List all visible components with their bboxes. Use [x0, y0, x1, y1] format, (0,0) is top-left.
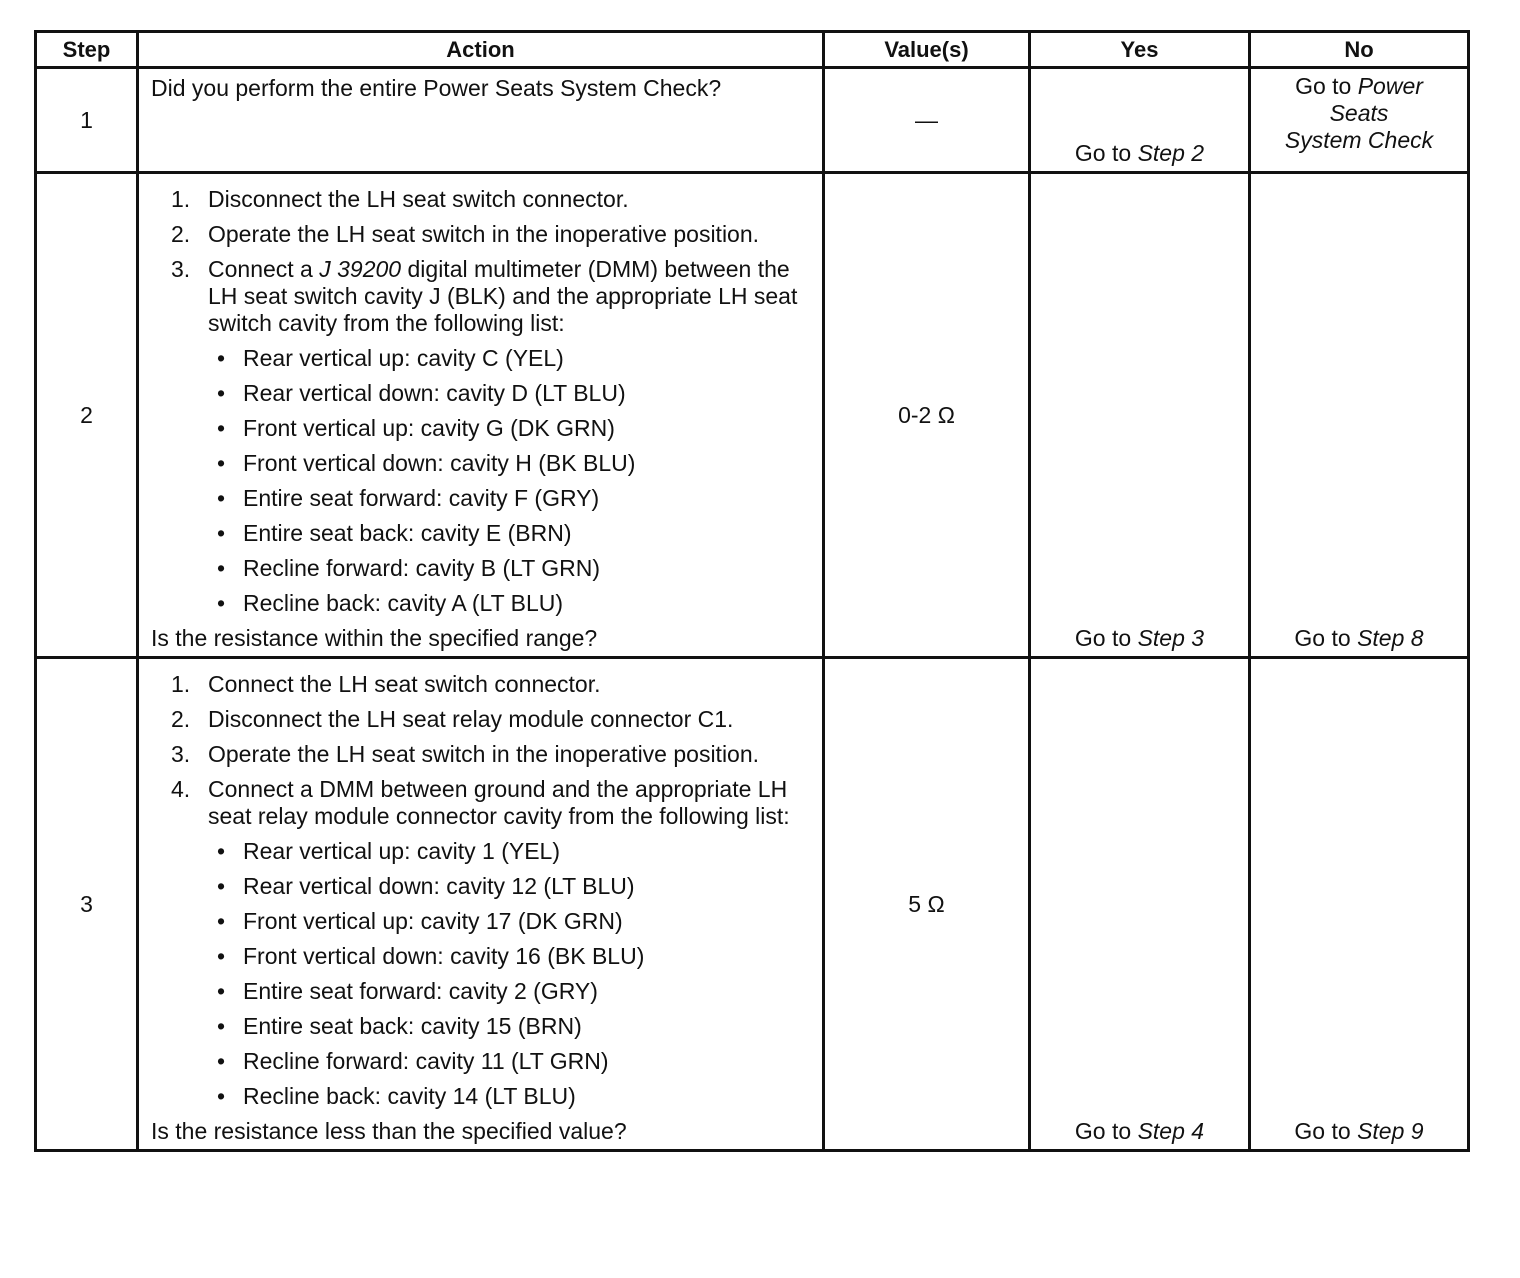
list-item: 2. Disconnect the LH seat relay module connector C1. [171, 706, 734, 732]
list-item: 1. Disconnect the LH seat switch connector. [171, 186, 629, 212]
yes-prefix: Go to [1074, 1118, 1138, 1144]
bullet-item: • Front vertical up: cavity G (DK GRN) [151, 415, 810, 442]
bullet-item: • Rear vertical up: cavity 1 (YEL) [151, 838, 810, 865]
no-link[interactable]: Power [1357, 73, 1423, 99]
table-row [36, 658, 1469, 1151]
tool-name: J 39200 [319, 256, 402, 282]
no-cell [1250, 173, 1469, 658]
diagnostic-table [34, 30, 1470, 1152]
bullet-item: • Rear vertical down: cavity D (LT BLU) [151, 380, 810, 407]
bullet-item: • Rear vertical down: cavity 12 (LT BLU) [151, 873, 810, 900]
question-text: Is the resistance less than the specified value? [151, 1118, 627, 1144]
table-row [36, 173, 1469, 658]
value-cell: 5 Ω [824, 658, 1030, 1151]
bullet-list [208, 838, 810, 1110]
value-cell: — [824, 68, 1030, 173]
yes-prefix: Go to [1074, 625, 1138, 651]
bullet-item: • Front vertical down: cavity 16 (BK BLU) [151, 943, 810, 970]
bullet-item: • Recline forward: cavity B (LT GRN) [151, 555, 810, 582]
bullet-item: • Entire seat back: cavity E (BRN) [151, 520, 810, 547]
header-no: No [1250, 32, 1469, 68]
header-yes: Yes [1030, 32, 1250, 68]
bullet-item: • Recline back: cavity A (LT BLU) [151, 590, 810, 617]
header-values: Value(s) [824, 32, 1030, 68]
bullet-item: • Recline forward: cavity 11 (LT GRN) [151, 1048, 810, 1075]
action-list [151, 186, 810, 617]
no-prefix: Go to [1295, 73, 1358, 99]
yes-prefix: Go to [1074, 140, 1138, 166]
list-item: 2. Operate the LH seat switch in the inoperative position. [171, 221, 760, 247]
yes-cell [1030, 658, 1250, 1151]
bullet-item: • Recline back: cavity 14 (LT BLU) [151, 1083, 810, 1110]
header-action: Action [138, 32, 824, 68]
no-prefix: Go to [1294, 1118, 1358, 1144]
bullet-item: • Rear vertical up: cavity C (YEL) [151, 345, 810, 372]
header-row [36, 32, 1469, 68]
no-link[interactable]: System Check [1284, 127, 1434, 153]
list-item: 4. Connect a DMM between ground and the appropriate LH seat relay module connector cavity from the following list: • Rear vertical up: cavity 1 (YEL) • Rear vertical down: cavity 12 (LT BLU) • Front vertical up: cavity 17 (DK GRN) • Front vertical down: cavity 16 (BK BLU) • Entire seat forward: cavity 2 (GRY) • Entire seat back: cavity 15 (BRN) • Recline forward: cavity 11 (LT GRN) • Recline back: cavity 14 (LT BLU) [151, 776, 810, 1110]
step-number: 3 [36, 658, 138, 1151]
no-cell [1250, 68, 1469, 173]
action-list [151, 671, 810, 1110]
action-cell [138, 658, 824, 1151]
step-number: 2 [36, 173, 138, 658]
no-link[interactable]: Step 9 [1357, 1118, 1424, 1144]
header-step: Step [36, 32, 138, 68]
question-text: Is the resistance within the specified range? [151, 625, 598, 651]
no-cell [1250, 658, 1469, 1151]
bullet-list [208, 345, 810, 617]
value-cell: 0-2 Ω [824, 173, 1030, 658]
bullet-item: • Entire seat forward: cavity 2 (GRY) [151, 978, 810, 1005]
yes-link[interactable]: Step 2 [1137, 140, 1205, 166]
list-item: 3. Connect a J 39200 digital multimeter (DMM) between the LH seat switch cavity J (BLK) and the appropriate LH seat switch cavity from the following list: • Rear vertical up: cavity C (YEL) • Rear vertical down: cavity D (LT BLU) • Front vertical up: cavity G (DK GRN) • Front vertical down: cavity H (BK BLU) • Entire seat forward: cavity F (GRY) • Entire seat back: cavity E (BRN) • Recline forward: cavity B (LT GRN) • Recline back: cavity A (LT BLU) [151, 256, 810, 617]
no-link[interactable]: Seats [1329, 100, 1389, 126]
yes-link[interactable]: Step 4 [1137, 1118, 1205, 1144]
no-prefix: Go to [1294, 625, 1358, 651]
question-text: Did you perform the entire Power Seats System Check? [151, 75, 722, 101]
bullet-item: • Front vertical up: cavity 17 (DK GRN) [151, 908, 810, 935]
step-number: 1 [36, 68, 138, 173]
no-link[interactable]: Step 8 [1357, 625, 1424, 651]
yes-cell [1030, 173, 1250, 658]
bullet-item: • Entire seat back: cavity 15 (BRN) [151, 1013, 810, 1040]
action-cell [138, 68, 824, 173]
list-item: 1. Connect the LH seat switch connector. [171, 671, 601, 697]
bullet-item: • Entire seat forward: cavity F (GRY) [151, 485, 810, 512]
list-item: 3. Operate the LH seat switch in the inoperative position. [171, 741, 760, 767]
yes-cell [1030, 68, 1250, 173]
action-cell [138, 173, 824, 658]
table-row [36, 68, 1469, 173]
yes-link[interactable]: Step 3 [1137, 625, 1205, 651]
bullet-item: • Front vertical down: cavity H (BK BLU) [151, 450, 810, 477]
